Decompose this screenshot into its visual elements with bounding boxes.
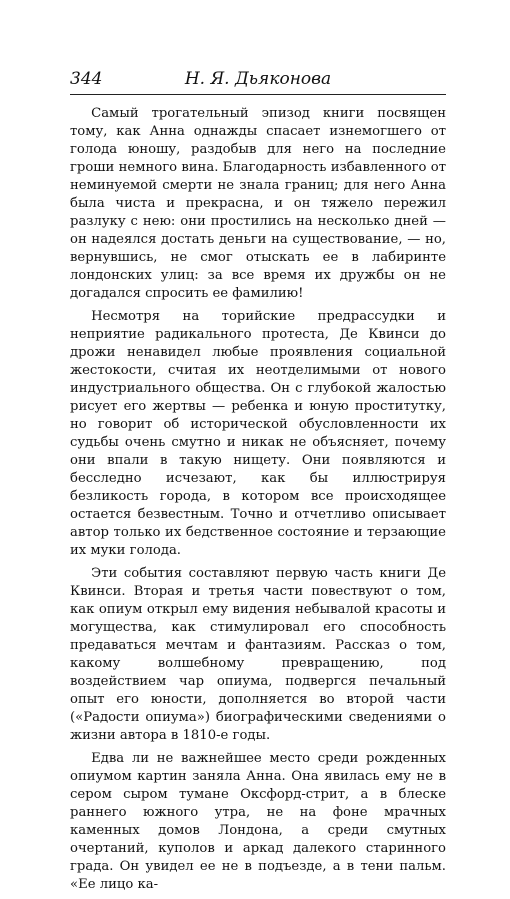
paragraph-3: Эти события составляют первую часть книги Де Квинси. Вторая и третья части повествуют о том, как опиум открыл ему видения небывалой красоты и могущества, как стимулировал его способность предаваться мечтам и фантазиям. Рассказ о том, какому волшебному превращению, под воздействием чар опиума, подвергся печальный опыт его юности, дополняется во второй части («Радости опиума») биографическими сведениями о жизни автора в 1810-е годы. [70,566,446,743]
paragraph-1: Самый трогательный эпизод книги посвящен тому, как Анна однажды спасает изнемогшего от голода юношу, раздобыв для него на последние гроши немного вина. Благодарность избавленного от неминуемой смерти не знала границ; для него Анна была чиста и прекрасна, и он тяжело пережил разлуку с нею: они простились на несколько дней — он надеялся достать деньги на существование, — но, вернувшись, не смог отыскать ее в лабиринте лондонских улиц: за все время их дружбы он не догадался спросить ее фамилию! [70,106,446,301]
running-head: Н. Я. Дьяконова [184,69,332,89]
page-header [70,68,446,94]
header-rule [70,94,446,95]
paragraph-2: Несмотря на торийские предрассудки и неприятие радикального протеста, Де Квинси до дрожи ненавидел любые проявления социальной жестокости, считая их неотделимыми от нового индустриального общества. Он с глубокой жалостью рисует его жертвы — ребенка и юную проститутку, но говорит об исторической обусловленности их судьбы очень смутно и никак не объясняет, почему они впали в такую нищету. Они появляются и бесследно исчезают, как бы иллюстрируя безликость города, в котором все происходящее остается безвестным. Точно и отчетливо описывает автор только их бедственное состояние и терзающие их муки голода. [70,309,446,558]
page-number: 344 [70,69,103,89]
paragraph-4: Едва ли не важнейшее место среди рожденных опиумом картин заняла Анна. Она явилась ему не в сером сыром тумане Оксфорд-стрит, а в блеске раннего южного утра, не на фоне мрачных каменных домов Лондона, а среди смутных очертаний, куполов и аркад далекого старинного града. Он увидел ее не в подъезде, а в тени пальм. «Ее лицо ка- [70,751,446,892]
book-page [70,68,446,899]
body-text [70,105,446,894]
